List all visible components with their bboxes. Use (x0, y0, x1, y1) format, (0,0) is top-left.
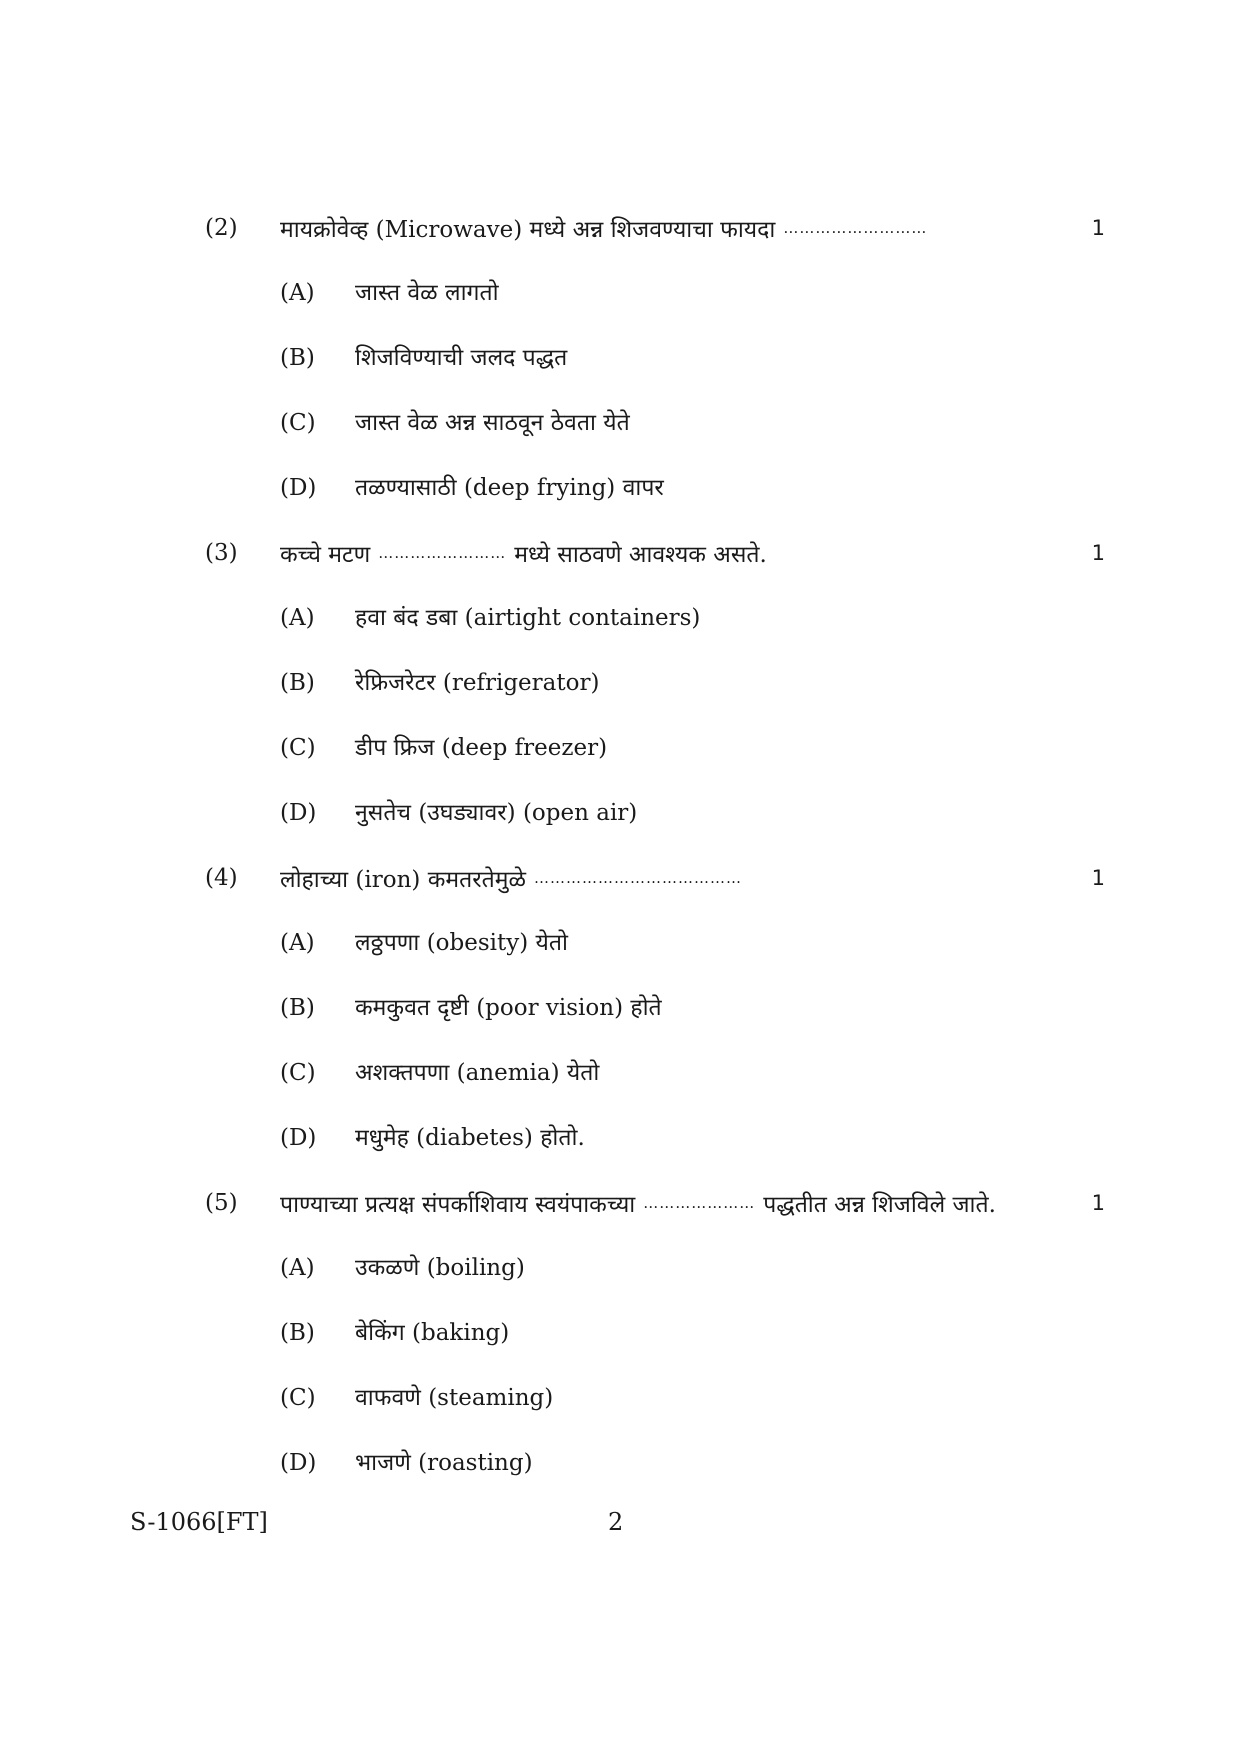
option-label: (B) (280, 1320, 315, 1346)
question-2 (205, 208, 1105, 248)
option-label: (C) (280, 1060, 316, 1086)
option-label: (A) (280, 1255, 315, 1281)
option-text: डीप फ्रिज (deep freezer) (355, 735, 608, 761)
option-text: लठ्ठपणा (obesity) येतो (355, 930, 568, 956)
option-text: हवा बंद डबा (airtight containers) (355, 605, 701, 631)
question-4 (205, 858, 1105, 898)
option-text: शिजविण्याची जलद पद्धत (355, 345, 568, 371)
option-label: (D) (280, 1450, 317, 1476)
option-text: मधुमेह (diabetes) होतो. (355, 1125, 585, 1151)
option-label: (A) (280, 280, 315, 306)
option-text: भाजणे (roasting) (355, 1450, 533, 1476)
question-text-after: मध्ये साठवणे आवश्यक असते. (514, 542, 767, 568)
option-text: तळण्यासाठी (deep frying) वापर (355, 475, 664, 501)
paper-code: S-1066[FT] (130, 1508, 268, 1536)
option-label: (C) (280, 735, 316, 761)
question-number: (5) (205, 1190, 238, 1216)
option-label: (C) (280, 410, 316, 436)
option-text: रेफ्रिजरेटर (refrigerator) (355, 670, 600, 696)
question-text-before: लोहाच्या (iron) कमतरतेमुळे (280, 867, 526, 893)
answer-blank: ……………………… (783, 219, 928, 237)
answer-blank: …………………… (378, 544, 507, 562)
option-text: नुसतेच (उघड्यावर) (open air) (355, 800, 638, 826)
option-label: (D) (280, 475, 317, 501)
question-text-before: पाण्याच्या प्रत्यक्ष संपर्काशिवाय स्वयंपाकच्या (280, 1192, 636, 1218)
option-text: उकळणे (boiling) (355, 1255, 525, 1281)
page-number: 2 (608, 1508, 624, 1536)
question-3 (205, 533, 1105, 573)
option-text: अशक्तपणा (anemia) येतो (355, 1060, 600, 1086)
question-5 (205, 1183, 1105, 1223)
option-label: (D) (280, 1125, 317, 1151)
option-text: वाफवणे (steaming) (355, 1385, 554, 1411)
question-number: (3) (205, 540, 238, 566)
question-marks: 1 (1091, 1191, 1105, 1215)
question-marks: 1 (1091, 541, 1105, 565)
question-text-before: कच्चे मटण (280, 542, 371, 568)
question-text-before: मायक्रोवेव्ह (Microwave) मध्ये अन्न शिजवण्याचा फायदा (280, 217, 776, 243)
option-label: (C) (280, 1385, 316, 1411)
question-text (280, 1183, 996, 1225)
option-label: (B) (280, 670, 315, 696)
option-label: (A) (280, 605, 315, 631)
question-text (280, 208, 935, 250)
option-text: जास्त वेळ लागतो (355, 280, 499, 306)
answer-blank: ………………… (643, 1194, 756, 1212)
question-text-after: पद्धतीत अन्न शिजविले जाते. (763, 1192, 996, 1218)
answer-blank: ………………………………… (533, 869, 742, 887)
question-marks: 1 (1091, 216, 1105, 240)
option-label: (B) (280, 995, 315, 1021)
question-number: (4) (205, 865, 238, 891)
option-text: बेकिंग (baking) (355, 1320, 510, 1346)
option-text: जास्त वेळ अन्न साठवून ठेवता येते (355, 410, 630, 436)
question-text (280, 533, 767, 575)
option-text: कमकुवत दृष्टी (poor vision) होते (355, 995, 662, 1021)
question-text (280, 858, 750, 900)
option-label: (A) (280, 930, 315, 956)
question-number: (2) (205, 215, 238, 241)
option-label: (B) (280, 345, 315, 371)
question-marks: 1 (1091, 866, 1105, 890)
option-label: (D) (280, 800, 317, 826)
